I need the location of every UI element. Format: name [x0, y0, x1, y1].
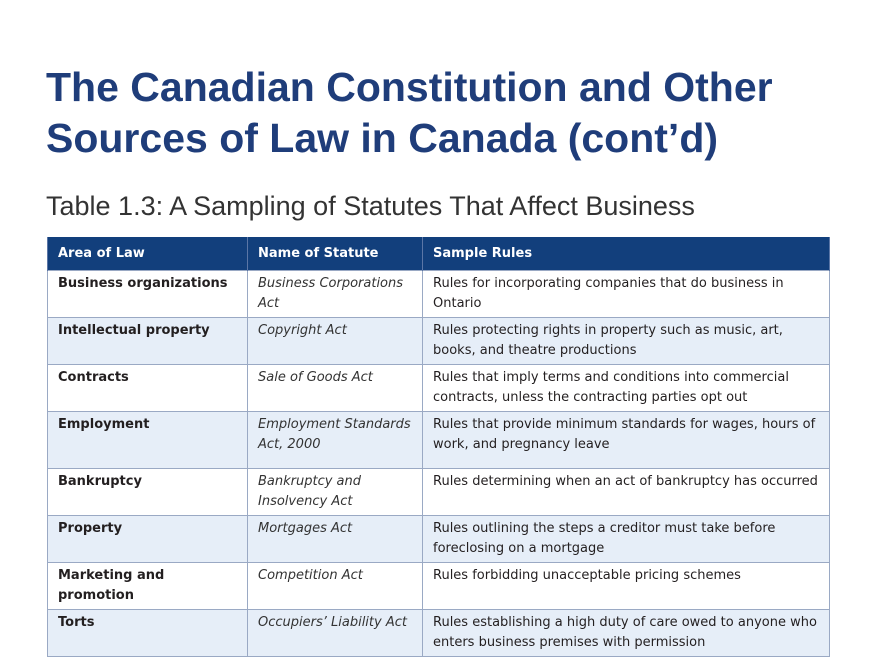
table-row	[48, 516, 830, 563]
area-cell: Property	[48, 516, 248, 563]
rule-cell: Rules for incorporating companies that do business in Ontario	[423, 271, 830, 318]
rule-cell: Rules outlining the steps a creditor must take before foreclosing on a mortgage	[423, 516, 830, 563]
statute-cell: Business Corporations Act	[248, 271, 423, 318]
area-cell: Business organizations	[48, 271, 248, 318]
rule-cell: Rules forbidding unacceptable pricing schemes	[423, 563, 830, 610]
area-cell: Torts	[48, 610, 248, 657]
header-area-of-law: Area of Law	[48, 237, 248, 271]
table-row	[48, 412, 830, 469]
table-row	[48, 469, 830, 516]
table-row	[48, 318, 830, 365]
area-cell: Bankruptcy	[48, 469, 248, 516]
statute-cell: Bankruptcy and Insolvency Act	[248, 469, 423, 516]
table-row	[48, 563, 830, 610]
statute-cell: Copyright Act	[248, 318, 423, 365]
rule-cell: Rules establishing a high duty of care owed to anyone who enters business premises with permission	[423, 610, 830, 657]
statute-cell: Competition Act	[248, 563, 423, 610]
rule-cell: Rules determining when an act of bankruptcy has occurred	[423, 469, 830, 516]
statute-cell: Employment Standards Act, 2000	[248, 412, 423, 469]
area-cell: Contracts	[48, 365, 248, 412]
rule-cell: Rules that imply terms and conditions into commercial contracts, unless the contracting parties opt out	[423, 365, 830, 412]
table-row	[48, 271, 830, 318]
statute-cell: Mortgages Act	[248, 516, 423, 563]
area-cell: Intellectual property	[48, 318, 248, 365]
table-row	[48, 365, 830, 412]
statute-cell: Occupiers’ Liability Act	[248, 610, 423, 657]
area-cell: Marketing and promotion	[48, 563, 248, 610]
rule-cell: Rules protecting rights in property such as music, art, books, and theatre productions	[423, 318, 830, 365]
table-row	[48, 610, 830, 657]
rule-cell: Rules that provide minimum standards for wages, hours of work, and pregnancy leave	[423, 412, 830, 469]
statutes-table	[47, 237, 830, 657]
table-caption: Table 1.3: A Sampling of Statutes That Affect Business	[46, 191, 695, 221]
header-name-of-statute: Name of Statute	[248, 237, 423, 271]
area-cell: Employment	[48, 412, 248, 469]
slide-title-line-2: Sources of Law in Canada (cont’d)	[46, 115, 719, 161]
slide-title-line-1: The Canadian Constitution and Other	[46, 64, 773, 110]
header-sample-rules: Sample Rules	[423, 237, 830, 271]
table-header-row	[48, 237, 830, 271]
statute-cell: Sale of Goods Act	[248, 365, 423, 412]
slide-title	[46, 62, 866, 164]
